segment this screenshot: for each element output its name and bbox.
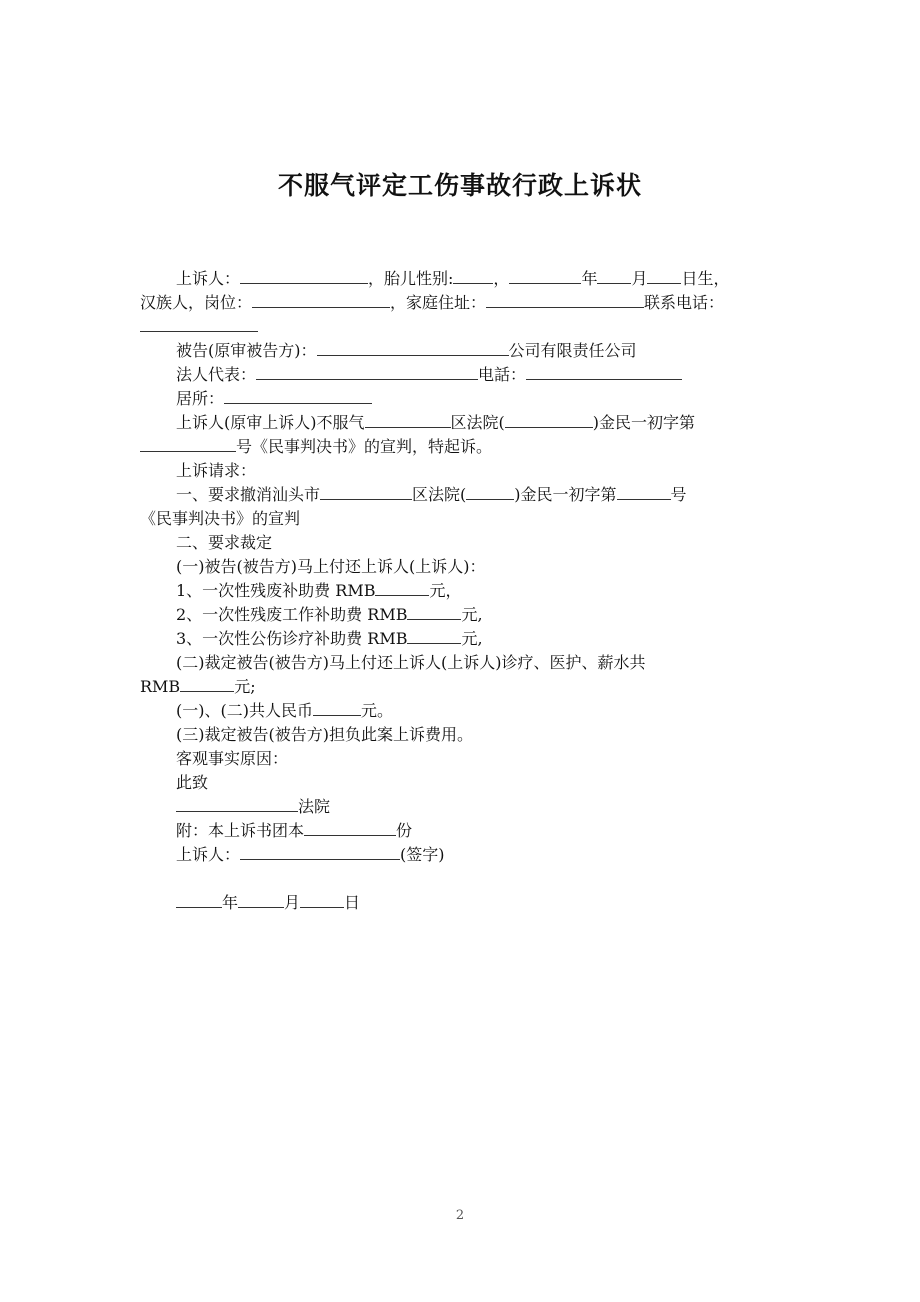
request-one-text: 一、要求撤消汕头市 bbox=[176, 485, 321, 504]
gender-blank bbox=[453, 268, 493, 284]
request-two-line bbox=[140, 531, 785, 555]
request-court-text: 区法院( bbox=[412, 485, 467, 504]
birth-day-blank bbox=[647, 268, 681, 284]
year-text: 年 bbox=[581, 269, 598, 288]
court-name-blank bbox=[176, 796, 298, 812]
birth-day-text: 日生， bbox=[681, 269, 730, 288]
yuan-text: 元; bbox=[234, 677, 256, 696]
item-two-text: (二)裁定被告(被告方)马上付还上诉人(上诉人)诊疗、医护、薪水共 bbox=[176, 653, 646, 672]
request-one-line-1 bbox=[140, 483, 785, 507]
document-body bbox=[140, 267, 785, 915]
appellant-info-line-2 bbox=[140, 291, 785, 315]
company-type-text: 公司有限责任公司 bbox=[508, 341, 637, 360]
appellant-name-blank bbox=[240, 268, 368, 284]
defendant-line bbox=[140, 339, 785, 363]
appeal-requests-label: 上诉请求： bbox=[176, 461, 257, 480]
residence-label: 居所： bbox=[176, 389, 225, 408]
phone-label: 联系电话： bbox=[644, 293, 725, 312]
appeal-statement-text: 上诉人(原审上诉人)不服气 bbox=[176, 413, 365, 432]
yuan-text: 元， bbox=[429, 581, 462, 600]
request-district-blank bbox=[320, 484, 412, 500]
subsidy-line-2 bbox=[140, 603, 785, 627]
residence-line bbox=[140, 387, 785, 411]
yuan-text: 元。 bbox=[360, 701, 393, 720]
appeal-statement-line-1 bbox=[140, 411, 785, 435]
address-blank bbox=[486, 292, 644, 308]
facts-line bbox=[140, 747, 785, 771]
work-subsidy-blank bbox=[407, 604, 461, 620]
court-text: 法院 bbox=[298, 797, 331, 816]
date-month-blank bbox=[238, 892, 284, 908]
attachment-line bbox=[140, 819, 785, 843]
item-two-line-2 bbox=[140, 675, 785, 699]
appellant-info-line-1 bbox=[140, 267, 785, 291]
residence-blank bbox=[224, 388, 372, 404]
facts-label: 客观事实原因： bbox=[176, 749, 289, 768]
item-three-line bbox=[140, 723, 785, 747]
medical-subsidy-text: 3、一次性公伤诊疗补助费 RMB bbox=[176, 629, 408, 648]
number-suffix-text: 号 bbox=[670, 485, 687, 504]
disability-subsidy-blank bbox=[375, 580, 429, 596]
date-year-blank bbox=[176, 892, 222, 908]
rmb-text: RMB bbox=[140, 677, 181, 696]
month-text: 月 bbox=[631, 269, 648, 288]
case-year-blank bbox=[505, 412, 593, 428]
total-blank bbox=[313, 700, 361, 716]
yuan-text: 元, bbox=[461, 629, 483, 648]
legal-rep-blank bbox=[256, 364, 478, 380]
item-two-line-1 bbox=[140, 651, 785, 675]
case-number-blank bbox=[140, 436, 236, 452]
subsidy-line-1 bbox=[140, 579, 785, 603]
wages-blank bbox=[180, 676, 234, 692]
salutation-line bbox=[140, 771, 785, 795]
item-three-text: (三)裁定被告(被告方)担负此案上诉费用。 bbox=[176, 725, 473, 744]
request-two-text: 二、要求裁定 bbox=[176, 533, 273, 552]
signature-line bbox=[140, 843, 785, 867]
appellant-info-line-3 bbox=[140, 315, 785, 339]
phone-blank bbox=[140, 316, 258, 332]
request-case-number-blank bbox=[617, 484, 671, 500]
disability-subsidy-text: 1、一次性残废补助费 RMB bbox=[176, 581, 376, 600]
medical-subsidy-blank bbox=[407, 628, 461, 644]
case-number-text: )金民一初字第 bbox=[592, 413, 695, 432]
date-line bbox=[140, 891, 785, 915]
request-case-number-text: )金民一初字第 bbox=[514, 485, 617, 504]
salutation-text: 此致 bbox=[176, 773, 209, 792]
spacer bbox=[140, 867, 785, 891]
subsidy-line-3 bbox=[140, 627, 785, 651]
item-one-text: (一)被告(被告方)马上付还上诉人(上诉人)： bbox=[176, 557, 486, 576]
district-court-text: 区法院( bbox=[450, 413, 505, 432]
work-subsidy-text: 2、一次性残废工作补助费 RMB bbox=[176, 605, 408, 624]
appeal-statement-line-2 bbox=[140, 435, 785, 459]
copies-blank bbox=[304, 820, 396, 836]
document-title: 不服气评定工伤事故行政上诉状 bbox=[277, 171, 642, 200]
month-text: 月 bbox=[284, 893, 301, 912]
item-one-heading bbox=[140, 555, 785, 579]
legal-rep-line bbox=[140, 363, 785, 387]
court-line bbox=[140, 795, 785, 819]
copies-text: 份 bbox=[396, 821, 413, 840]
signature-note: (签字) bbox=[400, 845, 445, 864]
appeal-requests-heading bbox=[140, 459, 785, 483]
address-label: ，家庭住址： bbox=[390, 293, 487, 312]
yuan-text: 元, bbox=[461, 605, 483, 624]
total-line bbox=[140, 699, 785, 723]
total-text: (一)、(二)共人民币 bbox=[176, 701, 313, 720]
request-case-year-blank bbox=[466, 484, 514, 500]
day-text: 日 bbox=[344, 893, 361, 912]
position-blank bbox=[252, 292, 390, 308]
appellant-label: 上诉人： bbox=[176, 269, 241, 288]
birth-year-blank bbox=[509, 268, 581, 284]
legal-rep-label: 法人代表： bbox=[176, 365, 257, 384]
defendant-label: 被告(原审被告方)： bbox=[176, 341, 317, 360]
page-number: 2 bbox=[455, 1208, 465, 1223]
date-day-blank bbox=[300, 892, 344, 908]
gender-label: ，胎儿性别: bbox=[368, 269, 454, 288]
request-one-line-2 bbox=[140, 507, 785, 531]
comma-text: ， bbox=[493, 269, 510, 288]
signature-blank bbox=[240, 844, 400, 860]
position-label: 汉族人，岗位： bbox=[140, 293, 253, 312]
year-text: 年 bbox=[222, 893, 239, 912]
legal-rep-phone-label: 电話： bbox=[478, 365, 527, 384]
legal-rep-phone-blank bbox=[526, 364, 682, 380]
attachment-text: 附：本上诉书团本 bbox=[176, 821, 305, 840]
signature-label: 上诉人： bbox=[176, 845, 241, 864]
judgment-ref-text: 《民事判决书》的宣判 bbox=[140, 509, 301, 528]
defendant-company-blank bbox=[317, 340, 509, 356]
district-blank bbox=[365, 412, 451, 428]
birth-month-blank bbox=[597, 268, 631, 284]
judgment-text: 号《民事判决书》的宣判，特起诉。 bbox=[236, 437, 493, 456]
